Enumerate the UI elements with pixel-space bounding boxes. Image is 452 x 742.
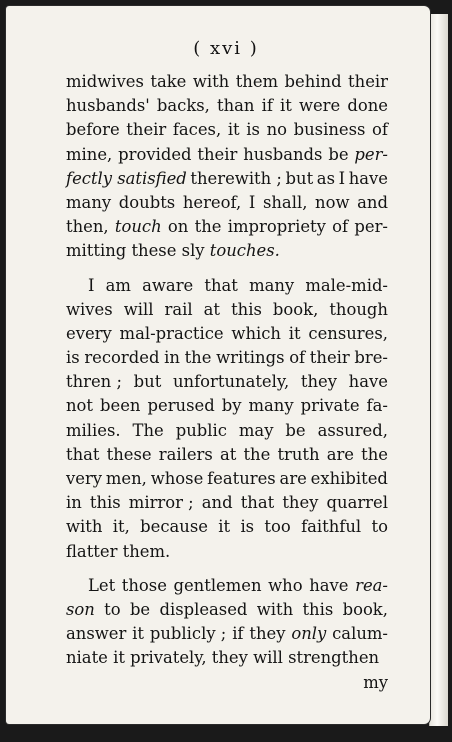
word: is (240, 517, 255, 537)
word: calum- (332, 624, 388, 644)
text-line (66, 419, 388, 443)
word: backs, (156, 96, 210, 116)
word: not (66, 396, 94, 416)
text-line (66, 118, 388, 142)
word: in (66, 493, 82, 513)
text-line (66, 167, 388, 191)
word: the (194, 217, 222, 237)
word: it (227, 120, 240, 140)
word: been (100, 396, 141, 416)
word: railers (158, 444, 213, 464)
word: their (197, 144, 238, 164)
word: behind (284, 72, 342, 91)
word: therewith ; (190, 168, 282, 188)
word: but (133, 372, 162, 392)
word: mal-practice (119, 323, 224, 343)
word: quarrel (326, 493, 388, 513)
word: which (231, 323, 281, 343)
book-page (6, 6, 430, 724)
word: this (302, 599, 334, 619)
word: whose (150, 469, 204, 488)
text-line (66, 143, 388, 167)
word: of (332, 217, 349, 237)
paragraph-gap (66, 564, 388, 574)
word: unfortunately, (172, 372, 290, 392)
word: in (164, 348, 180, 368)
word: and (201, 493, 233, 513)
word: features (207, 469, 276, 488)
word: them (235, 72, 279, 91)
word: this (231, 299, 262, 319)
word: that (240, 493, 275, 513)
word: be (285, 420, 306, 440)
word: with (192, 72, 230, 91)
text-line (66, 574, 388, 598)
text-line (66, 215, 388, 239)
text-line (66, 443, 388, 467)
word: may (238, 420, 274, 440)
word: public (175, 420, 227, 440)
word: though (329, 299, 388, 319)
word: no (266, 120, 287, 140)
text-line (66, 298, 388, 322)
word: privately, (130, 648, 207, 668)
word: it (132, 624, 145, 644)
text-line (66, 394, 388, 418)
word: their (348, 72, 388, 91)
word: take (150, 72, 187, 91)
word: who (268, 575, 303, 595)
word: is (66, 348, 80, 368)
word: the (243, 444, 271, 464)
text-line (66, 346, 388, 370)
word: to (371, 517, 388, 537)
word: rea- (355, 575, 388, 595)
word: before (66, 120, 120, 140)
text-line (66, 467, 388, 491)
word: very (66, 469, 103, 488)
word: the (184, 348, 212, 368)
word: it (288, 323, 301, 343)
word: that (204, 275, 238, 295)
word: be (328, 144, 349, 164)
word: writings (216, 348, 285, 368)
word: exhibited (310, 469, 388, 488)
page-header: ( xvi ) (193, 38, 259, 59)
word: censures, (308, 323, 388, 343)
word: were (298, 96, 341, 116)
word: if (232, 624, 244, 644)
word: flatter (66, 541, 118, 561)
text-line (66, 540, 388, 564)
word: bre- (354, 348, 388, 368)
word: gentlemen (173, 575, 262, 595)
word: they (282, 493, 319, 513)
word: with (256, 599, 294, 619)
word: answer (66, 624, 127, 644)
word: assured, (317, 420, 388, 440)
word: have (348, 372, 388, 392)
word: son (66, 599, 95, 619)
word: book, (342, 599, 388, 619)
word: husbands' (66, 96, 150, 116)
word: and (357, 192, 388, 212)
word: are (326, 444, 355, 464)
paragraph-gap (66, 264, 388, 274)
catchword: my (363, 672, 388, 692)
word: The (132, 420, 164, 440)
word: business (293, 120, 366, 140)
text-line (66, 370, 388, 394)
text-line (66, 70, 388, 94)
word: milies. (66, 420, 121, 440)
word: recorded (84, 348, 160, 368)
word: the (361, 444, 388, 464)
word: mirror ; (128, 493, 194, 513)
word: touch (114, 217, 162, 237)
word: I (88, 275, 95, 295)
text-line (66, 94, 388, 118)
word: men, (105, 469, 147, 488)
text-line (66, 239, 388, 263)
word: then, (66, 217, 109, 237)
word: it (113, 648, 125, 668)
word: truth (277, 444, 320, 464)
word: husbands (243, 144, 323, 164)
word: now (315, 192, 350, 212)
word: on (167, 217, 189, 237)
word: because (140, 517, 208, 537)
word: their (126, 120, 167, 140)
word: touches. (209, 241, 280, 261)
word: fa- (366, 396, 388, 416)
word: midwives (66, 72, 144, 91)
paragraph (66, 274, 388, 564)
text-line (66, 274, 388, 298)
word: aware (142, 275, 194, 295)
word: fectly satisfied (66, 168, 187, 188)
word: faces, (172, 120, 222, 140)
word: those (121, 575, 167, 595)
word: strengthen (288, 648, 380, 668)
word: male-mid- (305, 275, 388, 295)
word: hereof, (182, 192, 242, 212)
word: Let (88, 575, 116, 595)
word: their (309, 348, 350, 368)
text-line (66, 515, 388, 539)
text-line (66, 191, 388, 215)
word: are (279, 469, 307, 488)
page-body (66, 70, 388, 695)
word: faithful (301, 517, 362, 537)
word: only (291, 624, 327, 644)
word: this (89, 493, 121, 513)
word: mitting (66, 241, 127, 261)
word: as (316, 168, 335, 188)
word: thren ; (66, 372, 122, 392)
word: publicly ; (149, 624, 227, 644)
word: with (66, 517, 103, 537)
word: doubts (118, 192, 176, 212)
word: of (289, 348, 306, 368)
word: sly (181, 241, 205, 261)
word: niate (66, 648, 108, 668)
word: will (253, 648, 283, 668)
text-line (66, 622, 388, 646)
word: have (348, 168, 388, 188)
word: wives (66, 299, 113, 319)
word: perused (147, 396, 215, 416)
word: will (123, 299, 154, 319)
word: it (218, 517, 231, 537)
word: these (131, 241, 177, 261)
word: if (261, 96, 273, 116)
word: of (372, 120, 388, 140)
text-line (66, 322, 388, 346)
word: but (285, 168, 314, 188)
word: done (347, 96, 388, 116)
word: provided (118, 144, 192, 164)
paragraph (66, 574, 388, 671)
paragraph (66, 70, 388, 264)
word: at (203, 299, 221, 319)
page-fore-edge (429, 14, 448, 726)
word: displeased (159, 599, 248, 619)
word: book, (272, 299, 319, 319)
word: I (338, 168, 346, 188)
word: these (106, 444, 152, 464)
text-line (66, 598, 388, 622)
word: it, (112, 517, 130, 537)
text-line (66, 491, 388, 515)
word: impropriety (227, 217, 326, 237)
word: am (105, 275, 131, 295)
word: be (129, 599, 151, 619)
word: have (309, 575, 349, 595)
word: is (246, 120, 260, 140)
word: they (211, 648, 248, 668)
word: they (249, 624, 286, 644)
word: it (280, 96, 292, 116)
word: shall, (262, 192, 308, 212)
word: that (66, 444, 100, 464)
word: every (66, 323, 112, 343)
word: many (249, 275, 295, 295)
word: many (66, 192, 112, 212)
word: many (248, 396, 294, 416)
word: mine, (66, 144, 113, 164)
text-line (66, 646, 388, 670)
word: per- (354, 144, 388, 164)
word: to (104, 599, 121, 619)
word: rail (164, 299, 193, 319)
word: I (248, 192, 256, 212)
word: they (300, 372, 337, 392)
word: by (221, 396, 242, 416)
word: too (264, 517, 291, 537)
word: private (300, 396, 360, 416)
word: than (216, 96, 255, 116)
word: at (219, 444, 237, 464)
word: them. (122, 541, 171, 561)
word: per- (354, 217, 388, 237)
